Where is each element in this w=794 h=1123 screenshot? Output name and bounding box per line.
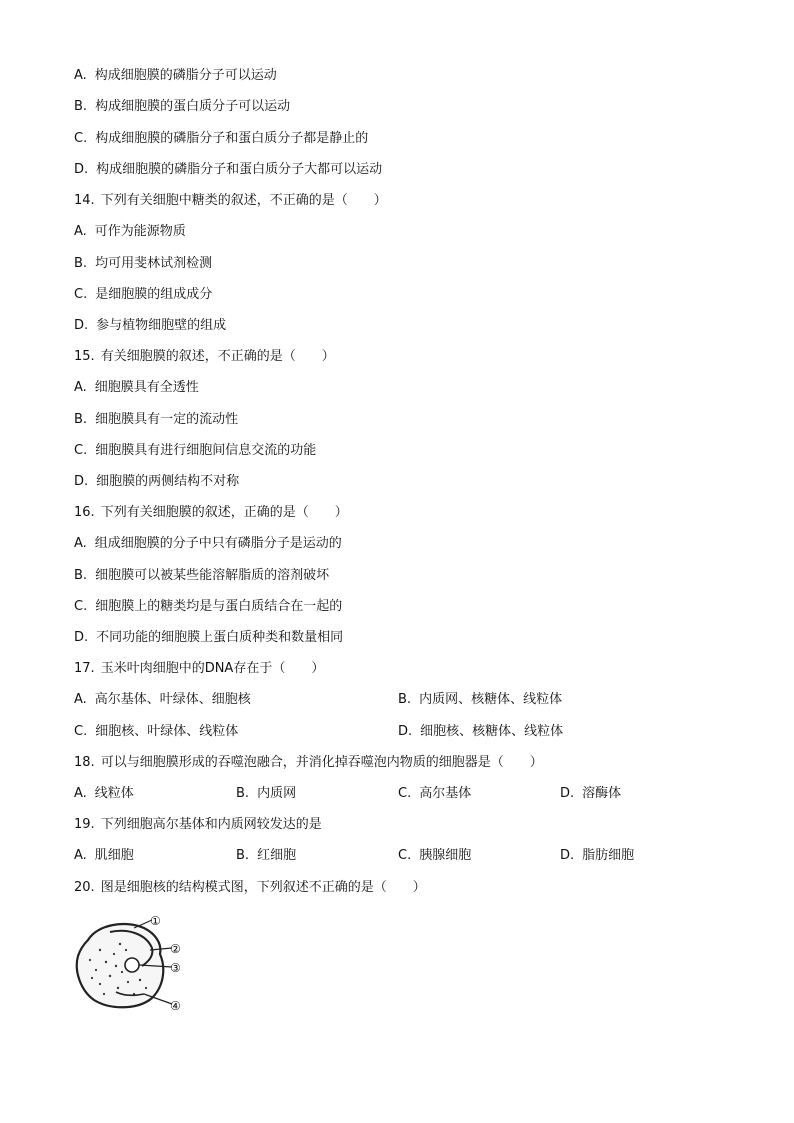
q13-option-a: A. 构成细胞膜的磷脂分子可以运动 [74, 68, 277, 83]
q14-option-b: B. 均可用斐林试剂检测 [74, 256, 213, 271]
q17-stem: 17. 玉米叶肉细胞中的DNA存在于（ ） [74, 661, 325, 676]
figure-label-3: ③ [170, 961, 181, 975]
figure-label-2: ② [170, 942, 181, 956]
q18-option-c: C. 高尔基体 [398, 786, 472, 801]
q15-option-c: C. 细胞膜具有进行细胞间信息交流的功能 [74, 443, 317, 458]
nucleus-structure-figure [70, 910, 190, 1014]
q17-option-d: D. 细胞核、核糖体、线粒体 [398, 724, 564, 739]
q15-option-a: A. 细胞膜具有全透性 [74, 380, 199, 395]
q19-option-b: B. 红细胞 [236, 848, 297, 863]
figure-label-1: ① [150, 914, 161, 928]
q18-option-a: A. 线粒体 [74, 786, 134, 801]
nucleolus [125, 958, 139, 972]
q18-option-b: B. 内质网 [236, 786, 297, 801]
q16-stem: 16. 下列有关细胞膜的叙述，正确的是（ ） [74, 505, 348, 520]
q19-option-c: C. 胰腺细胞 [398, 848, 472, 863]
figure-label-4: ④ [170, 999, 181, 1013]
q16-option-d: D. 不同功能的细胞膜上蛋白质种类和数量相同 [74, 630, 344, 645]
q14-option-d: D. 参与植物细胞壁的组成 [74, 318, 227, 333]
q14-option-a: A. 可作为能源物质 [74, 224, 186, 239]
q14-stem: 14. 下列有关细胞中糖类的叙述，不正确的是（ ） [74, 193, 387, 208]
q15-option-d: D. 细胞膜的两侧结构不对称 [74, 474, 240, 489]
q15-option-b: B. 细胞膜具有一定的流动性 [74, 412, 239, 427]
q16-option-b: B. 细胞膜可以被某些能溶解脂质的溶剂破坏 [74, 568, 330, 583]
q17-option-b: B. 内质网、核糖体、线粒体 [398, 692, 563, 707]
q13-option-d: D. 构成细胞膜的磷脂分子和蛋白质分子大都可以运动 [74, 162, 383, 177]
q13-option-b: B. 构成细胞膜的蛋白质分子可以运动 [74, 99, 291, 114]
q15-stem: 15. 有关细胞膜的叙述，不正确的是（ ） [74, 349, 335, 364]
q14-option-c: C. 是细胞膜的组成成分 [74, 287, 213, 302]
q19-option-d: D. 脂肪细胞 [560, 848, 635, 863]
q19-option-a: A. 肌细胞 [74, 848, 134, 863]
q16-option-a: A. 组成细胞膜的分子中只有磷脂分子是运动的 [74, 536, 342, 551]
q19-stem: 19. 下列细胞高尔基体和内质网较发达的是 [74, 817, 322, 832]
q17-option-a: A. 高尔基体、叶绿体、细胞核 [74, 692, 251, 707]
q20-stem: 20. 图是细胞核的结构模式图，下列叙述不正确的是（ ） [74, 880, 426, 895]
q17-option-c: C. 细胞核、叶绿体、线粒体 [74, 724, 239, 739]
q18-stem: 18. 可以与细胞膜形成的吞噬泡融合，并消化掉吞噬泡内物质的细胞器是（ ） [74, 755, 543, 770]
q16-option-c: C. 细胞膜上的糖类均是与蛋白质结合在一起的 [74, 599, 343, 614]
q18-option-d: D. 溶酶体 [560, 786, 622, 801]
nucleus-diagram [70, 910, 190, 1014]
q13-option-c: C. 构成细胞膜的磷脂分子和蛋白质分子都是静止的 [74, 131, 369, 146]
